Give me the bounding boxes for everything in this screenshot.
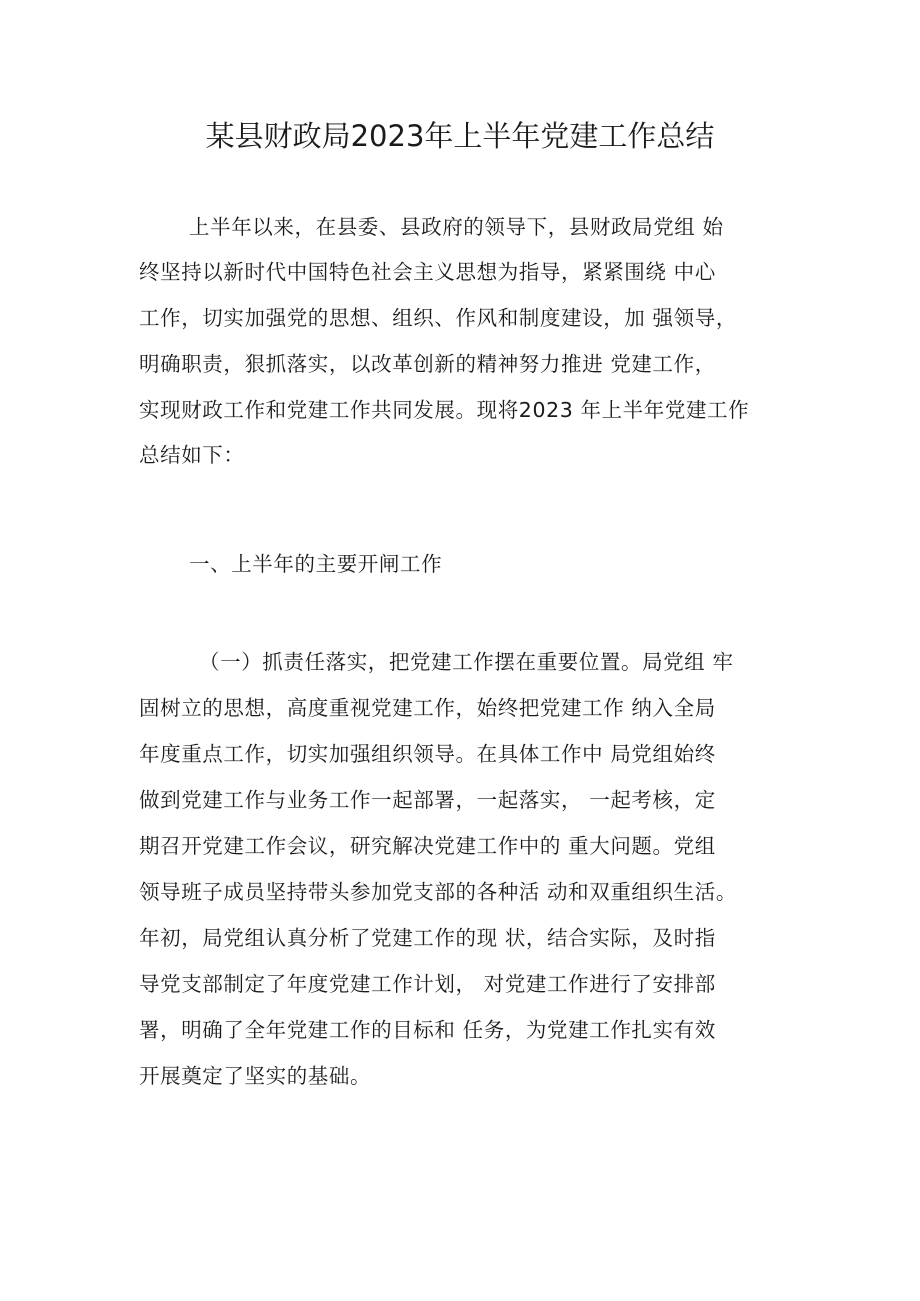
paragraph-line: 年度重点工作，切实加强组织领导。在具体工作中 局党组始终 (139, 742, 716, 766)
paragraph-line: 期召开党建工作会议，研究解决党建工作中的 重大问题。党组 (139, 834, 716, 858)
paragraph-line: 导党支部制定了年度党建工作计划， 对党建工作进行了安排部 (139, 972, 716, 996)
paragraph-line: 总结如下： (139, 443, 245, 467)
paragraph-line: 明确职责，狠抓落实，以改革创新的精神努力推进 党建工作， (139, 352, 716, 376)
document-title: 某县财政局2023年上半年党建工作总结 (205, 119, 715, 153)
paragraph-line: 终坚持以新时代中国特色社会主义思想为指导，紧紧围绕 中心 (139, 260, 716, 284)
paragraph-line: 署，明确了全年党建工作的目标和 任务，为党建工作扎实有效 (139, 1018, 716, 1042)
paragraph-line: 工作，切实加强党的思想、组织、作风和制度建设，加 强领导， (139, 306, 737, 330)
paragraph-line: 上半年以来，在县委、县政府的领导下，县财政局党组 始 (189, 215, 724, 239)
paragraph-line: 领导班子成员坚持带头参加党支部的各种活 动和双重组织生活。 (139, 880, 737, 904)
paragraph-line: 做到党建工作与业务工作一起部署，一起落实， 一起考核，定 (139, 788, 716, 812)
paragraph-line: （一）抓责任落实，把党建工作摆在重要位置。局党组 牢 (199, 650, 734, 674)
paragraph-line: 开展奠定了坚实的基础。 (139, 1064, 372, 1088)
paragraph-line: 实现财政工作和党建工作共同发展。现将2023 年上半年党建工作 (139, 398, 750, 422)
paragraph-line: 固树立的思想，高度重视党建工作，始终把党建工作 纳入全局 (139, 696, 716, 720)
paragraph-line: 年初，局党组认真分析了党建工作的现 状，结合实际，及时指 (139, 926, 716, 950)
section-heading: 一、上半年的主要开闸工作 (189, 552, 443, 576)
